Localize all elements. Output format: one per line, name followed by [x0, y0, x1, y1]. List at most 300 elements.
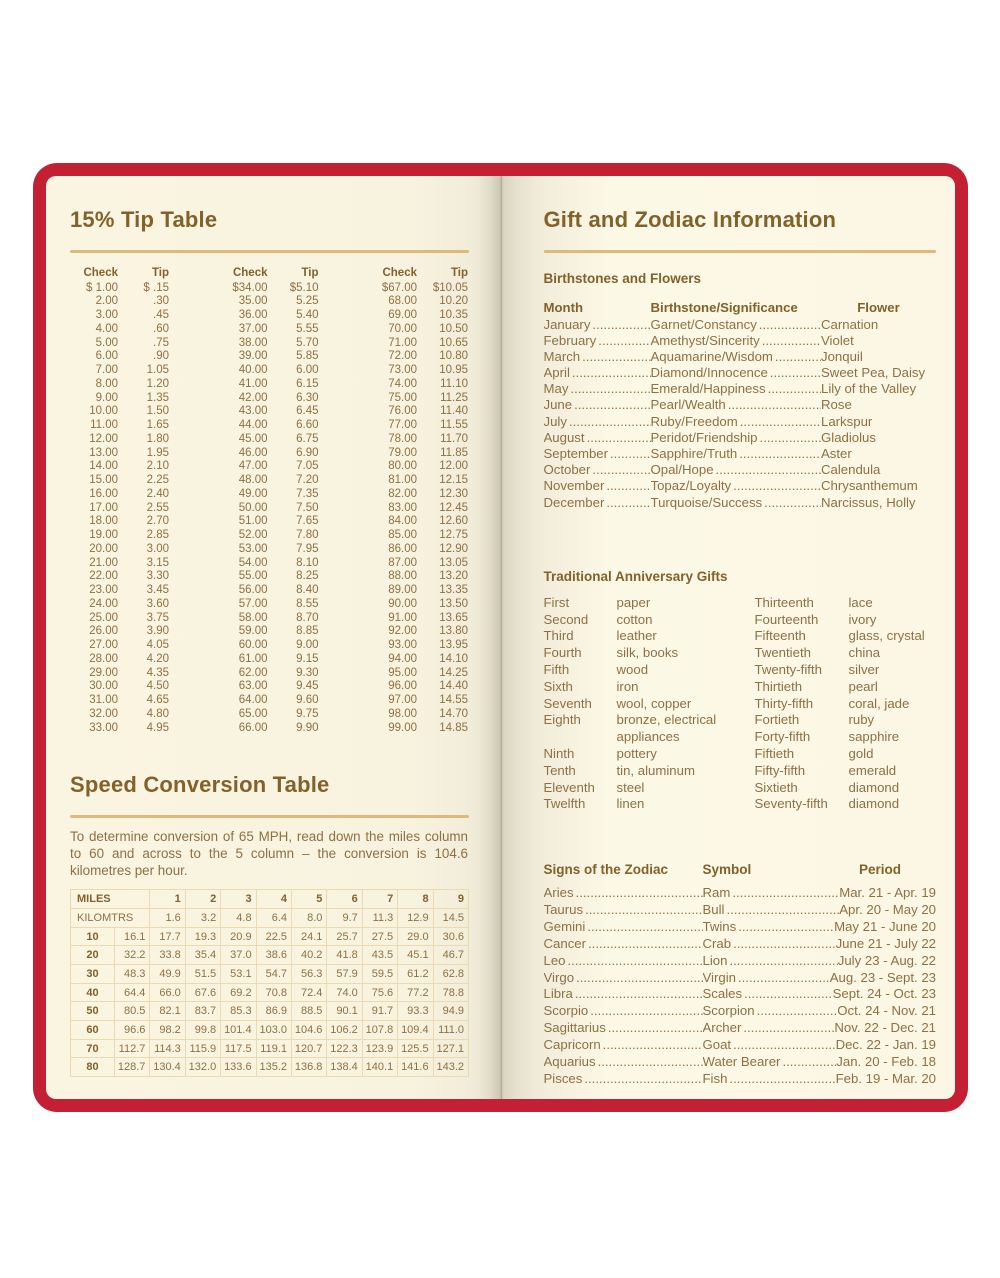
zodiac-symbol-header: Symbol [702, 862, 752, 878]
title-rule [70, 250, 469, 253]
tip-row [220, 543, 319, 557]
check-value: 11.00 [90, 419, 118, 431]
km-cell: 74.0 [327, 984, 362, 1003]
zodiac-row [544, 952, 937, 969]
tip-row [220, 378, 319, 392]
flower-header: Flower [857, 300, 900, 315]
anniversary-ordinal: Fiftieth [754, 745, 795, 761]
check-value: 91.00 [388, 611, 417, 624]
tip-row [70, 433, 169, 447]
zodiac-period-header: Period [858, 862, 901, 878]
speed-km-cell: 3.2 [186, 909, 221, 928]
check-value: 31.00 [89, 694, 118, 706]
birthstone-cell [651, 478, 822, 494]
check-value: 97.00 [388, 694, 417, 706]
tip-value: 9.75 [296, 707, 319, 720]
anniversary-gift: leather [616, 628, 657, 644]
tip-value: .90 [153, 350, 169, 363]
tip-value: 3.15 [146, 556, 169, 569]
tip-row [70, 364, 169, 378]
speed-km-cell: 6.4 [257, 909, 292, 928]
km-cell: 114.3 [150, 1040, 185, 1059]
check-value: 47.00 [238, 460, 268, 473]
tip-value: 8.40 [296, 584, 319, 596]
speed-header-cell: 9 [434, 890, 469, 909]
km-cell: 91.7 [363, 1002, 398, 1021]
tip-value: 7.95 [296, 542, 319, 555]
anniversary-ordinal: Thirteenth [754, 594, 814, 610]
km-cell: 85.3 [221, 1002, 256, 1021]
zodiac-sign-header: Signs of the Zodiac [543, 862, 669, 878]
birthstone-cell [651, 397, 822, 413]
tip-row [70, 323, 169, 337]
zodiac-period: Sept. 24 - Oct. 23 [832, 986, 936, 1002]
month-cell [544, 462, 651, 478]
birthstone-cell [651, 317, 822, 333]
zodiac-symbol-cell [703, 985, 833, 1002]
tip-value: 13.05 [439, 556, 468, 569]
anniversary-ordinal: Sixth [543, 678, 573, 694]
dot-leader [596, 333, 650, 349]
speed-km-cell: 14.5 [434, 909, 469, 928]
zodiac-sign: Libra [543, 986, 573, 1002]
tip-row [70, 722, 169, 736]
tip-value: 8.55 [296, 597, 319, 610]
check-value: 96.00 [388, 680, 417, 693]
anniversary-ordinal: Twentieth [754, 645, 811, 661]
tip-row [220, 364, 319, 378]
check-value: 70.00 [388, 322, 417, 335]
check-value: 77.00 [388, 419, 417, 431]
tip-value: 4.80 [146, 707, 169, 720]
tip-row [369, 295, 468, 309]
check-value: 40.00 [238, 364, 268, 376]
speed-conversion-table [70, 889, 469, 1077]
km-cell: 24.1 [292, 928, 327, 947]
km-cell: 138.4 [327, 1058, 362, 1077]
check-value: 71.00 [388, 336, 417, 349]
check-header: Check [83, 267, 118, 279]
km-cell: 99.8 [186, 1021, 221, 1040]
tip-value: 5.85 [296, 350, 319, 363]
check-value: 64.00 [238, 694, 268, 706]
tip-row [70, 612, 169, 626]
flower-name: Gladiolus [821, 429, 876, 445]
left-page [46, 176, 501, 1099]
birthstone-significance: Emerald/Happiness [650, 381, 766, 397]
check-value: 15.00 [89, 474, 118, 486]
anniversary-row [544, 662, 937, 679]
dot-leader [585, 430, 651, 446]
anniversary-ordinal: Eleventh [543, 779, 595, 795]
speed-header-cell: 5 [292, 890, 327, 909]
anniversary-row [544, 628, 937, 645]
zodiac-sign-cell [544, 1053, 703, 1070]
tip-row [220, 584, 319, 598]
tip-value: 7.35 [296, 487, 319, 500]
tip-row [70, 667, 169, 681]
zodiac-row [544, 1002, 937, 1019]
anniversary-gift: pearl [848, 678, 878, 694]
tip-row [369, 460, 468, 474]
tip-row [70, 584, 169, 598]
zodiac-sign-cell [544, 952, 703, 969]
speed-km-cell: 11.3 [363, 909, 398, 928]
dot-leader [736, 969, 830, 986]
anniversary-ordinal: Third [543, 628, 574, 644]
tip-row [70, 570, 169, 584]
zodiac-sign: Scorpio [543, 1003, 589, 1019]
tip-value: .45 [153, 309, 169, 321]
check-value: 82.00 [388, 487, 417, 500]
month-cell [544, 446, 651, 462]
tip-value: .30 [153, 295, 169, 308]
tip-row [70, 529, 169, 543]
km-cell: 22.5 [257, 928, 292, 947]
tip-row [369, 364, 468, 378]
month-name: March [543, 348, 581, 364]
zodiac-symbol-cell [703, 1019, 835, 1036]
tip-value: 2.10 [146, 460, 169, 473]
tip-row [220, 460, 319, 474]
anniversary-gift: glass, crystal [848, 628, 925, 644]
km-cell: 78.8 [434, 984, 469, 1003]
speed-conversion-note: To determine conversion of 65 MPH, read down the miles column to 60 and across to the 5 column – the conversion is 104.6 kilometres per hour. [70, 829, 468, 879]
tip-value: 8.85 [296, 625, 319, 638]
dot-leader [573, 985, 703, 1002]
tip-row [220, 639, 319, 653]
tip-row [70, 337, 169, 351]
tip-table-group-1 [70, 267, 169, 735]
check-value: 10.00 [89, 405, 118, 418]
tip-row [369, 405, 468, 419]
tip-value: 12.45 [439, 501, 468, 514]
km-cell: 33.8 [150, 946, 185, 965]
tip-table-group-3 [369, 267, 468, 735]
anniversary-row [544, 696, 937, 713]
check-value: 33.00 [89, 721, 118, 734]
check-value: 19.00 [89, 529, 118, 541]
zodiac-sign-cell [544, 1070, 703, 1087]
speed-table-row [71, 1002, 469, 1021]
anniversary-gift: silver [848, 661, 880, 677]
tip-value: $ .15 [143, 281, 169, 294]
tip-row [70, 488, 169, 502]
km-cell: 140.1 [363, 1058, 398, 1077]
anniversary-gift: iron [616, 678, 639, 694]
km-cell: 94.9 [434, 1002, 469, 1021]
zodiac-symbol: Ram [702, 885, 731, 901]
km-cell: 67.6 [186, 984, 221, 1003]
check-value: 58.00 [238, 611, 268, 624]
tip-value: 3.90 [146, 625, 169, 638]
zodiac-symbol: Twins [702, 918, 737, 934]
anniversary-gift: diamond [848, 796, 900, 812]
tip-value: 6.90 [296, 446, 319, 459]
birthstone-significance: Opal/Hope [650, 462, 714, 478]
zodiac-symbol: Virgin [702, 969, 736, 985]
birthstone-row [544, 349, 937, 365]
dot-leader [608, 446, 650, 462]
flower-name: Sweet Pea, Daisy [821, 365, 926, 381]
tip-value: 10.65 [439, 336, 468, 349]
tip-value: 13.80 [439, 625, 468, 638]
zodiac-row [544, 985, 937, 1002]
km-cell: 17.7 [150, 928, 185, 947]
tip-value: 4.35 [146, 666, 169, 679]
tip-value: 3.60 [146, 597, 169, 610]
zodiac-row [544, 1019, 937, 1036]
km-cell: 93.3 [398, 1002, 433, 1021]
tip-value: 12.15 [439, 474, 468, 486]
check-value: 85.00 [388, 529, 417, 541]
tip-row [369, 694, 468, 708]
birthstone-cell [651, 495, 822, 511]
km-cell: 40.2 [292, 946, 327, 965]
tip-row [369, 529, 468, 543]
birthstone-row [544, 495, 937, 511]
speed-header-cell: 4 [257, 890, 292, 909]
km-cell: 59.5 [363, 965, 398, 984]
month-cell [544, 397, 651, 413]
anniversary-ordinal: Seventh [543, 695, 592, 711]
birthstones-list [544, 317, 937, 511]
tip-value: 3.45 [146, 584, 169, 596]
birthstone-cell [651, 365, 822, 381]
check-value: 69.00 [388, 309, 417, 321]
dot-leader [766, 381, 821, 397]
birthstone-cell [651, 414, 822, 430]
month-name: April [543, 365, 570, 381]
tip-row [220, 433, 319, 447]
month-name: June [543, 397, 573, 413]
tip-row [220, 295, 319, 309]
month-cell [544, 365, 651, 381]
month-name: September [543, 446, 609, 461]
km-cell: 51.5 [186, 965, 221, 984]
tip-row [70, 694, 169, 708]
km-cell: 56.3 [292, 965, 327, 984]
tip-value: 8.70 [296, 611, 319, 624]
anniversary-gift: cotton [616, 611, 653, 627]
check-value: 25.00 [89, 611, 118, 624]
zodiac-sign: Aquarius [543, 1054, 596, 1070]
dot-leader [768, 365, 821, 381]
check-value: 48.00 [238, 474, 268, 486]
tip-value: 12.60 [439, 515, 468, 528]
km-cell: 82.1 [150, 1002, 185, 1021]
tip-row [369, 639, 468, 653]
anniversary-ordinal: Thirtieth [754, 678, 803, 694]
km-cell: 115.9 [186, 1040, 221, 1059]
tip-value: 5.25 [296, 295, 319, 308]
anniversary-row [544, 729, 937, 746]
tip-value: 2.85 [146, 529, 169, 541]
dot-leader [574, 969, 702, 986]
zodiac-period: July 23 - Aug. 22 [837, 952, 936, 968]
tip-value: $10.05 [432, 281, 468, 294]
dot-leader [731, 478, 821, 494]
tip-row [220, 323, 319, 337]
km-cell: 38.6 [257, 946, 292, 965]
tip-row [220, 708, 319, 722]
km-cell: 64.4 [115, 984, 150, 1003]
tip-row [220, 653, 319, 667]
tip-value: 11.40 [440, 405, 468, 418]
zodiac-sign-cell [544, 1036, 703, 1053]
km-cell: 32.2 [115, 946, 150, 965]
anniversary-gift: gold [848, 745, 874, 761]
tip-row [220, 502, 319, 516]
zodiac-symbol-cell [703, 918, 835, 935]
zodiac-sign-cell [544, 901, 703, 918]
miles-row-label: 70 [71, 1040, 115, 1059]
tip-value: 6.45 [296, 405, 319, 418]
tip-row [70, 653, 169, 667]
birthstone-row [544, 365, 937, 381]
tip-row [369, 612, 468, 626]
anniversary-ordinal: Fourth [543, 645, 582, 661]
anniversary-ordinal: Tenth [543, 762, 576, 778]
check-value: 61.00 [238, 652, 268, 665]
zodiac-period: Oct. 24 - Nov. 21 [837, 1003, 936, 1019]
tip-value: 13.50 [439, 597, 468, 610]
dot-leader [755, 1002, 838, 1019]
check-value: 62.00 [238, 666, 268, 679]
km-cell: 107.8 [363, 1021, 398, 1040]
speed-km-cell: 8.0 [292, 909, 327, 928]
tip-header: Tip [301, 267, 319, 279]
check-value: 95.00 [388, 666, 417, 679]
anniversary-gift: china [848, 645, 881, 661]
zodiac-symbol: Archer [702, 1020, 742, 1036]
dot-leader [574, 884, 703, 901]
tip-value: 10.80 [439, 350, 468, 363]
dot-leader [566, 952, 703, 969]
check-value: 80.00 [388, 460, 417, 473]
tip-value: 1.95 [146, 446, 169, 459]
anniversary-ordinal: Sixtieth [754, 779, 798, 795]
tip-header: Tip [450, 267, 468, 279]
birthstone-row [544, 317, 937, 333]
tip-row [220, 598, 319, 612]
tip-row [369, 584, 468, 598]
tip-value: 5.70 [296, 336, 319, 349]
title-rule [544, 250, 937, 253]
check-value: 2.00 [95, 295, 118, 308]
birthstone-row [544, 430, 937, 446]
tip-value: 14.40 [439, 680, 468, 693]
anniversary-row [544, 763, 937, 780]
zodiac-sign-cell [544, 969, 703, 986]
km-cell: 48.3 [115, 965, 150, 984]
km-cell: 104.6 [292, 1021, 327, 1040]
anniversary-ordinal: Fifth [543, 661, 570, 677]
anniversary-ordinal: Fortieth [754, 712, 800, 728]
zodiac-symbol-cell [703, 969, 830, 986]
flower-name: Jonquil [821, 348, 863, 364]
anniversary-row [544, 645, 937, 662]
check-value: 65.00 [238, 707, 268, 720]
zodiac-sign: Taurus [543, 902, 584, 917]
anniversary-ordinal: Fifty-fifth [754, 762, 806, 778]
tip-row [220, 667, 319, 681]
anniversary-gift: bronze, electrical [616, 712, 717, 728]
dot-leader [741, 1019, 834, 1036]
tip-value: 14.55 [439, 694, 468, 706]
km-cell: 128.7 [115, 1058, 150, 1077]
zodiac-symbol: Water Bearer [702, 1054, 781, 1070]
km-cell: 109.4 [398, 1021, 433, 1040]
tip-value: 1.80 [146, 432, 169, 445]
tip-value: 12.90 [439, 542, 468, 555]
tip-table [70, 267, 468, 735]
speed-table-row [71, 1058, 469, 1077]
tip-row [369, 502, 468, 516]
km-cell: 69.2 [221, 984, 256, 1003]
km-cell: 16.1 [115, 928, 150, 947]
birthstone-significance: Aquamarine/Wisdom [650, 348, 773, 364]
tip-value: 13.95 [439, 639, 468, 651]
km-cell: 86.9 [257, 1002, 292, 1021]
tip-row [369, 447, 468, 461]
tip-table-header [369, 267, 468, 282]
tip-row [369, 309, 468, 323]
zodiac-row [544, 935, 937, 952]
miles-row-label: 50 [71, 1002, 115, 1021]
tip-row [220, 474, 319, 488]
zodiac-sign: Aries [543, 885, 574, 901]
tip-value: 10.50 [439, 322, 468, 335]
tip-value: 1.05 [146, 364, 169, 376]
km-cell: 57.9 [327, 965, 362, 984]
zodiac-header-row [544, 861, 937, 878]
check-value: 56.00 [238, 584, 268, 596]
zodiac-symbol-cell [703, 1070, 836, 1087]
check-value: 32.00 [89, 707, 118, 720]
km-cell: 75.6 [363, 984, 398, 1003]
birthstone-significance: Diamond/Innocence [650, 365, 768, 381]
tip-value: 9.90 [296, 721, 319, 734]
month-name: November [543, 478, 605, 494]
birthstone-cell [651, 381, 822, 397]
tip-row [220, 282, 319, 296]
tip-row [70, 515, 169, 529]
anniversary-gift: lace [848, 594, 873, 610]
dot-leader [714, 462, 821, 478]
anniversary-ordinal: Seventy-fifth [754, 796, 828, 812]
flower-name: Narcissus, Holly [821, 494, 916, 510]
check-value: 38.00 [238, 336, 268, 349]
km-cell: 30.6 [434, 928, 469, 947]
miles-header-cell: MILES [71, 890, 150, 909]
km-cell: 37.0 [221, 946, 256, 965]
tip-row [369, 282, 468, 296]
speed-header-cell: 7 [363, 890, 398, 909]
check-value: 43.00 [238, 405, 268, 418]
tip-row [369, 350, 468, 364]
speed-header-cell: 6 [327, 890, 362, 909]
zodiac-row [544, 884, 937, 901]
dot-leader [582, 1070, 702, 1087]
tip-row [220, 392, 319, 406]
km-cell: 61.2 [398, 965, 433, 984]
tip-row [70, 625, 169, 639]
check-header: Check [382, 267, 417, 279]
km-cell: 49.9 [150, 965, 185, 984]
km-cell: 120.7 [292, 1040, 327, 1059]
tip-value: 11.25 [440, 391, 468, 404]
